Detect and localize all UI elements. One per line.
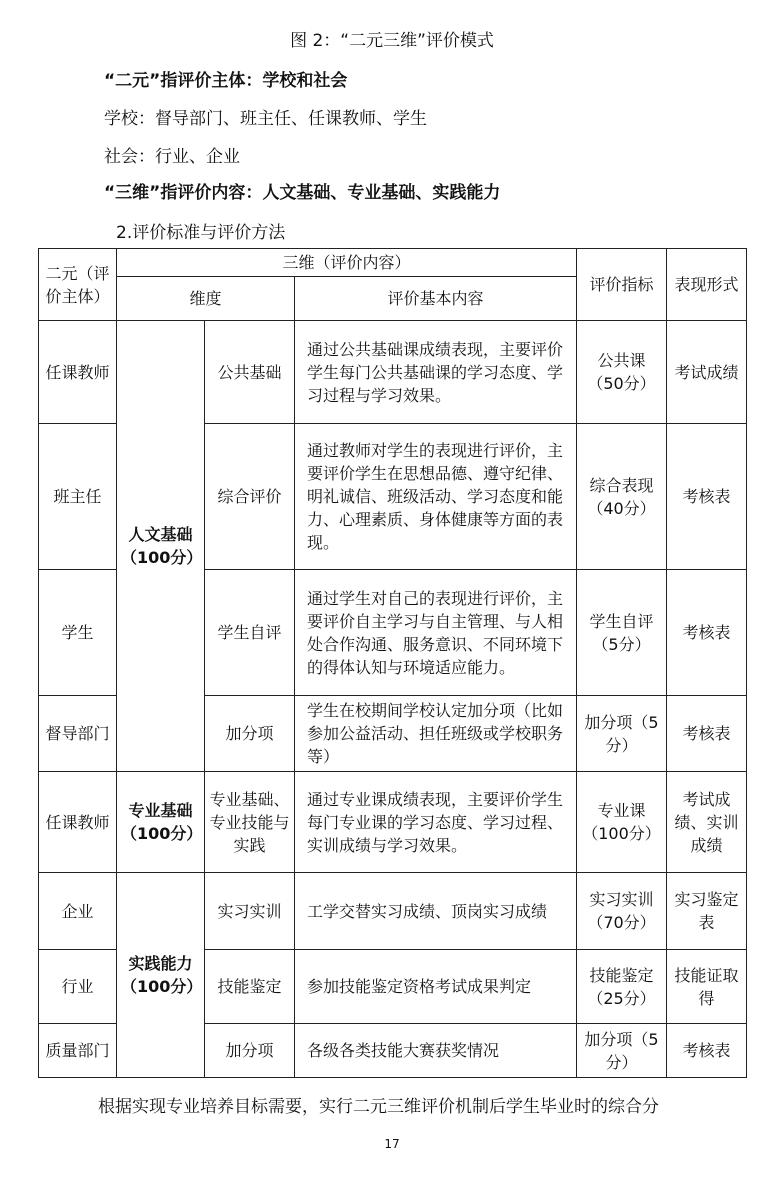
row-subject: 任课教师 bbox=[39, 321, 117, 424]
table-row bbox=[39, 873, 747, 950]
evaluation-table bbox=[38, 248, 747, 1078]
row-sub-dimension: 技能鉴定 bbox=[205, 950, 295, 1024]
row-content: 学生在校期间学校认定加分项（比如参加公益活动、担任班级或学校职务等） bbox=[295, 696, 577, 772]
group-humanities: 人文基础（100分） bbox=[117, 321, 205, 772]
school-line: 学校：督导部门、班主任、任课教师、学生 bbox=[104, 109, 427, 129]
row-indicator: 综合表现（40分） bbox=[577, 424, 667, 570]
header-three-dim: 三维（评价内容） bbox=[117, 249, 577, 277]
row-sub-dimension: 加分项 bbox=[205, 1024, 295, 1078]
header-dimension: 维度 bbox=[117, 277, 295, 321]
header-subject: 二元（评价主体） bbox=[39, 249, 117, 321]
row-content: 参加技能鉴定资格考试成果判定 bbox=[295, 950, 577, 1024]
group-professional: 专业基础（100分） bbox=[117, 772, 205, 873]
row-indicator: 加分项（5分） bbox=[577, 1024, 667, 1078]
row-content: 通过公共基础课成绩表现，主要评价学生每门公共基础课的学习态度、学习过程与学习效果。 bbox=[295, 321, 577, 424]
dimensions-heading: “三维”指评价内容：人文基础、专业基础、实践能力 bbox=[104, 183, 501, 203]
row-content: 通过专业课成绩表现，主要评价学生每门专业课的学习态度、学习过程、实训成绩与学习效果。 bbox=[295, 772, 577, 873]
row-content: 通过学生对自己的表现进行评价，主要评价自主学习与自主管理、与人相处合作沟通、服务意识、不同环境下的得体认知与环境适应能力。 bbox=[295, 570, 577, 696]
subjects-heading: “二元”指评价主体：学校和社会 bbox=[104, 71, 348, 91]
row-form: 考核表 bbox=[667, 1024, 747, 1078]
row-content: 通过教师对学生的表现进行评价，主要评价学生在思想品德、遵守纪律、明礼诚信、班级活动、学习态度和能力、心理素质、身体健康等方面的表现。 bbox=[295, 424, 577, 570]
row-indicator: 实习实训（70分） bbox=[577, 873, 667, 950]
table-row bbox=[39, 772, 747, 873]
group-practice: 实践能力（100分） bbox=[117, 873, 205, 1078]
section-heading: 2.评价标准与评价方法 bbox=[116, 223, 286, 243]
row-sub-dimension: 专业基础、专业技能与实践 bbox=[205, 772, 295, 873]
header-basic-content: 评价基本内容 bbox=[295, 277, 577, 321]
row-indicator: 学生自评（5分） bbox=[577, 570, 667, 696]
table-row bbox=[39, 321, 747, 424]
row-form: 考核表 bbox=[667, 424, 747, 570]
header-form: 表现形式 bbox=[667, 249, 747, 321]
header-indicator: 评价指标 bbox=[577, 249, 667, 321]
row-content: 工学交替实习成绩、顶岗实习成绩 bbox=[295, 873, 577, 950]
figure-caption: 图 2：“二元三维”评价模式 bbox=[290, 31, 494, 51]
row-sub-dimension: 实习实训 bbox=[205, 873, 295, 950]
row-sub-dimension: 学生自评 bbox=[205, 570, 295, 696]
row-form: 考核表 bbox=[667, 696, 747, 772]
row-indicator: 技能鉴定（25分） bbox=[577, 950, 667, 1024]
row-subject: 督导部门 bbox=[39, 696, 117, 772]
society-line: 社会：行业、企业 bbox=[104, 147, 240, 167]
row-indicator: 加分项（5分） bbox=[577, 696, 667, 772]
row-form: 技能证取得 bbox=[667, 950, 747, 1024]
row-subject: 质量部门 bbox=[39, 1024, 117, 1078]
closing-paragraph: 根据实现专业培养目标需要，实行二元三维评价机制后学生毕业时的综合分 bbox=[98, 1097, 659, 1117]
row-form: 考试成绩、实训成绩 bbox=[667, 772, 747, 873]
row-content: 各级各类技能大赛获奖情况 bbox=[295, 1024, 577, 1078]
row-indicator: 专业课（100分） bbox=[577, 772, 667, 873]
row-form: 考核表 bbox=[667, 570, 747, 696]
row-subject: 任课教师 bbox=[39, 772, 117, 873]
page-number: 17 bbox=[384, 1137, 400, 1151]
row-sub-dimension: 加分项 bbox=[205, 696, 295, 772]
row-indicator: 公共课（50分） bbox=[577, 321, 667, 424]
row-sub-dimension: 综合评价 bbox=[205, 424, 295, 570]
row-subject: 学生 bbox=[39, 570, 117, 696]
row-subject: 企业 bbox=[39, 873, 117, 950]
row-subject: 行业 bbox=[39, 950, 117, 1024]
row-sub-dimension: 公共基础 bbox=[205, 321, 295, 424]
row-form: 考试成绩 bbox=[667, 321, 747, 424]
table-header-row bbox=[39, 249, 747, 277]
row-subject: 班主任 bbox=[39, 424, 117, 570]
row-form: 实习鉴定表 bbox=[667, 873, 747, 950]
